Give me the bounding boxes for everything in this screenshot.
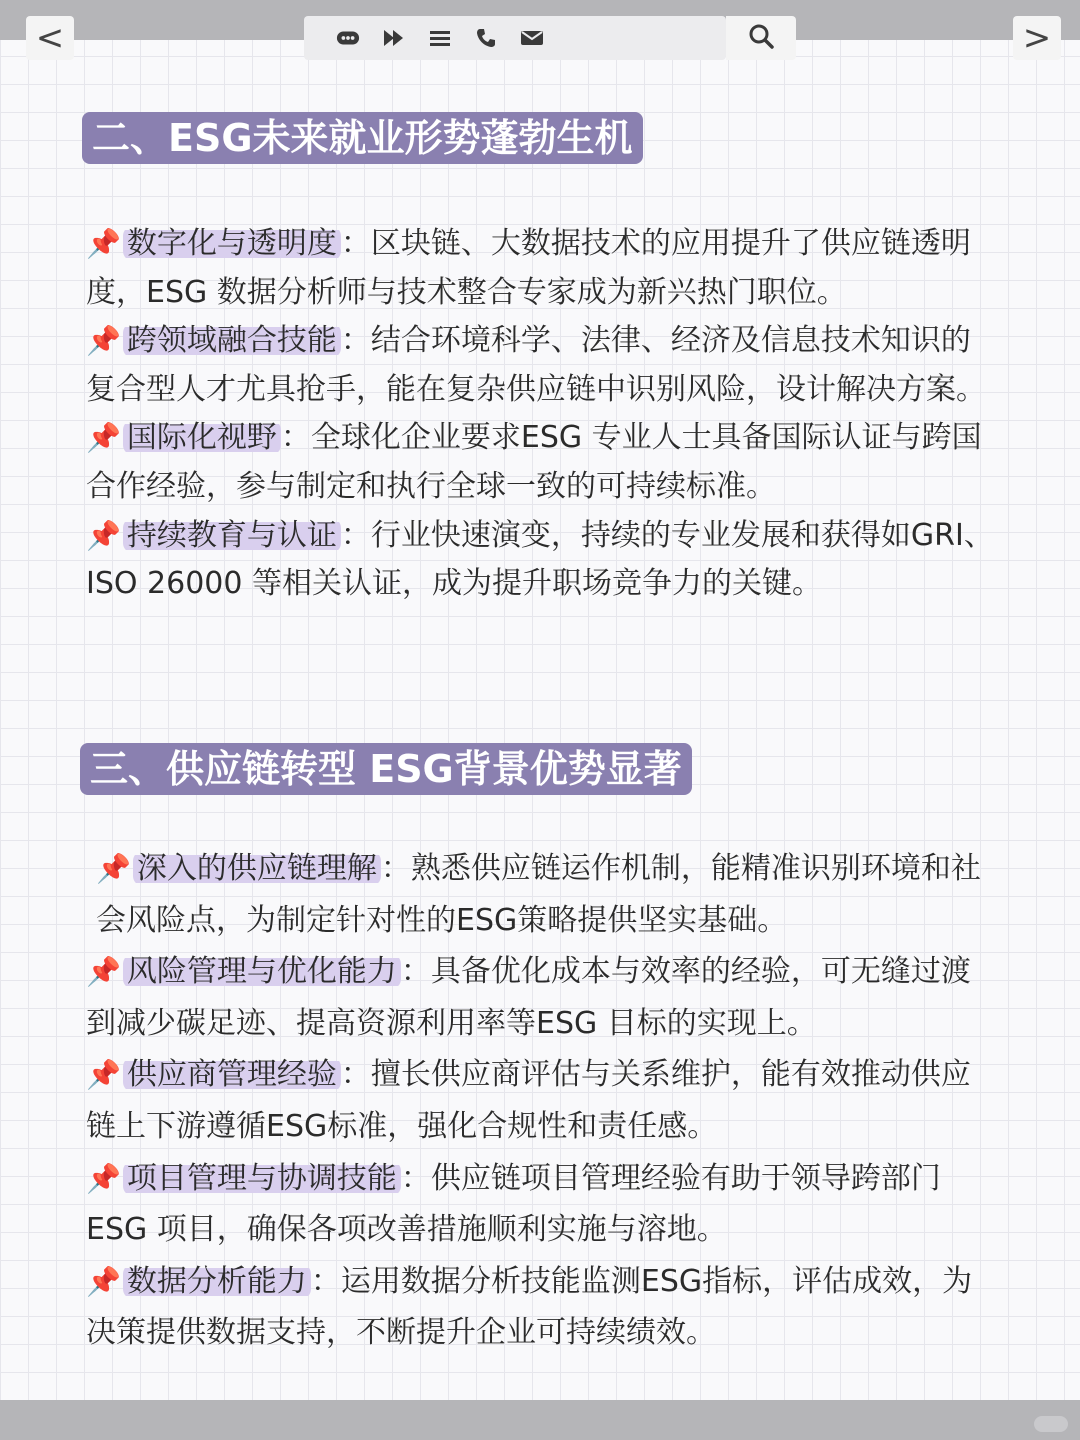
item-term: 国际化视野 [123, 420, 281, 455]
pushpin-icon: 📌 [86, 1161, 121, 1195]
item-term: 数据分析能力 [123, 1264, 311, 1299]
toolbar [304, 16, 726, 60]
forward-icon[interactable] [382, 27, 406, 49]
pushpin-icon: 📌 [86, 227, 121, 260]
section-heading: 二、ESG未来就业形势蓬勃生机 [82, 112, 643, 164]
item-text: ：运用数据分析技能监测ESG指标，评估成效，为决策提供数据支持，不断提升企业可持续绩效。 [86, 1263, 973, 1351]
item-text: ：全球化企业要求ESG 专业人士具备国际认证与跨国合作经验，参与制定和执行全球一致的可持续标准。 [86, 420, 982, 504]
list-item [86, 1049, 996, 1152]
pushpin-icon: 📌 [86, 1264, 121, 1298]
pushpin-icon: 📌 [86, 421, 121, 455]
item-term: 数字化与透明度 [123, 226, 341, 261]
section-body [86, 843, 996, 1359]
item-text: ：行业快速演变，持续的专业发展和获得如GRI、ISO 26000 等相关认证，成为提升职场竞争力的关键。 [86, 517, 994, 602]
item-text: ：熟悉供应链运作机制，能精准识别环境和社会风险点，为制定针对性的ESG策略提供坚实基础。 [96, 851, 981, 938]
pushpin-icon: 📌 [86, 518, 121, 552]
section-heading: 三、供应链转型 ESG背景优势显著 [80, 743, 692, 795]
phone-icon[interactable] [474, 27, 498, 49]
pushpin-icon: 📌 [86, 324, 121, 358]
item-text: ：擅长供应商评估与关系维护，能有效推动供应链上下游遵循ESG标准，强化合规性和责任感。 [86, 1057, 971, 1144]
list-item [86, 946, 996, 1049]
list-item [86, 414, 996, 511]
chat-icon[interactable] [336, 27, 360, 49]
item-term: 项目管理与协调技能 [123, 1161, 401, 1196]
chevron-left-icon: < [35, 18, 65, 58]
list-item [86, 317, 996, 414]
pushpin-icon: 📌 [86, 1058, 121, 1092]
list-item [86, 1153, 996, 1256]
item-text: ：具备优化成本与效率的经验，可无缝过渡到减少碳足迹、提高资源利用率等ESG 目标的实现上。 [86, 954, 971, 1041]
bottom-bar [0, 1400, 1080, 1440]
list-item [86, 1256, 996, 1359]
search-icon [748, 23, 774, 53]
next-page-button[interactable] [1013, 16, 1061, 60]
prev-page-button[interactable] [26, 16, 74, 60]
chevron-right-icon: > [1022, 18, 1052, 58]
list-item [86, 843, 996, 946]
search-button[interactable] [726, 16, 796, 60]
pushpin-icon: 📌 [86, 955, 121, 989]
item-term: 持续教育与认证 [123, 518, 341, 553]
menu-icon[interactable] [428, 27, 452, 49]
list-item [86, 512, 996, 609]
item-text: ：结合环境科学、法律、经济及信息技术知识的复合型人才尤具抢手，能在复杂供应链中识别风险，设计解决方案。 [86, 323, 986, 407]
item-term: 跨领域融合技能 [123, 323, 341, 358]
item-term: 供应商管理经验 [123, 1057, 341, 1092]
watermark-icon [1034, 1416, 1068, 1432]
mail-icon[interactable] [520, 27, 544, 49]
pushpin-icon: 📌 [96, 852, 131, 885]
list-item [86, 220, 996, 317]
section-body [86, 220, 996, 609]
item-text: ：供应链项目管理经验有助于领导跨部门 ESG 项目，确保各项改善措施顺利实施与溶地。 [86, 1160, 941, 1248]
item-term: 风险管理与优化能力 [123, 954, 401, 989]
item-text: ：区块链、大数据技术的应用提升了供应链透明度，ESG 数据分析师与技术整合专家成为新兴热门职位。 [86, 226, 971, 310]
item-term: 深入的供应链理解 [133, 851, 381, 886]
